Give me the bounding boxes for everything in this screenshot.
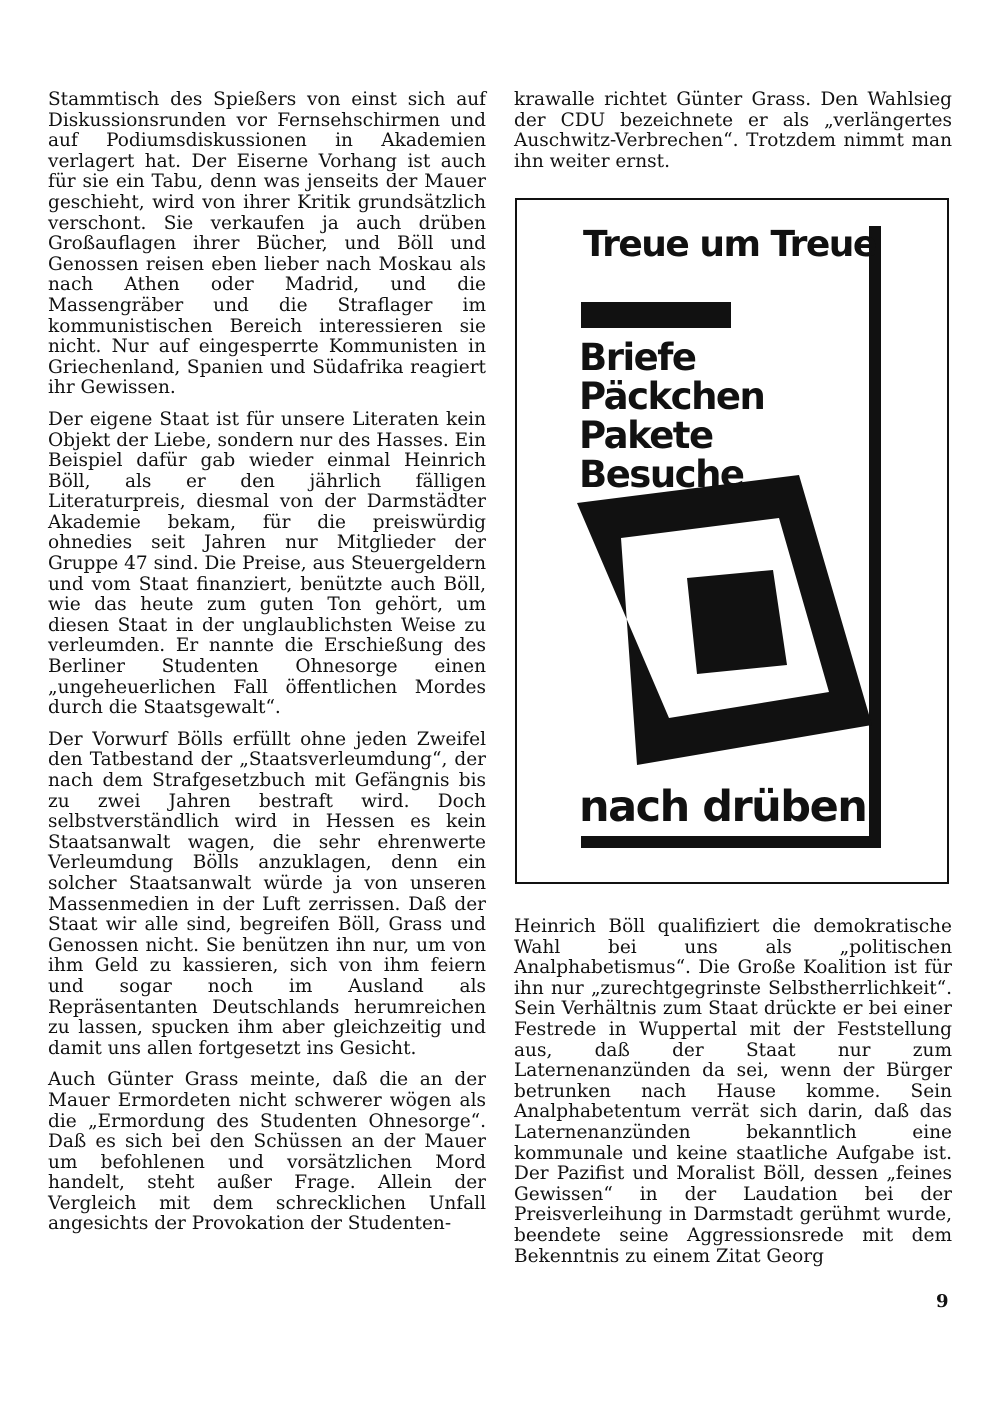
left-text-column	[48, 90, 486, 1246]
ad-vertical-bar	[869, 226, 881, 848]
paragraph: Der Vorwurf Bölls erfüllt ohne jeden Zweifel den Tatbestand der „Staatsverleumdung“, der nach dem Strafgesetzbuch mit Gefängnis bis zu zwei Jahren bestraft wird. Doch selbstverständlich wird in Hessen es kein Staatsanwalt wagen, die sehr ehrenwerte Verleumdung Bölls anzuklagen, denn ein solcher Staatsanwalt würde ja von unseren Massenmedien in der Luft zerrissen. Daß der Staat wir alle sind, begreifen Böll, Grass und Genossen nicht. Sie benützen ihn nur, um von ihm Geld zu kassieren, sich von ihm feiern und sogar noch im Ausland als Repräsentanten Deutschlands herumreichen zu lassen, spucken ihm aber gleichzeitig und damit uns allen fortgesetzt ins Gesicht.	[48, 728, 486, 1059]
ad-item: Besuche	[579, 453, 744, 496]
paragraph: Heinrich Böll qualifiziert die demokratische Wahl bei uns als „politischen Analphabetismus“. Die Große Koalition ist für ihn nur „zurechtgegrinste Selbstherrlichkeit“. Sein Verhältnis zum Staat drückte er bei einer Festrede in Wuppertal mit der Feststellung aus, daß der Staat nur zum Laternenanzünden da sei, wenn der Bürger betrunken nach Hause komme. Sein Analphabetentum verrät sich darin, daß das Laternenanzünden bekanntlich eine kommunale und keine staatliche Aufgabe ist. Der Pazifist und Moralist Böll, dessen „feines Gewissen“ in der Laudation bei der Preisverleihung in Darmstadt gerühmt wurde, beendete seine Aggressionsrede mit dem Bekenntnis zu einem Zitat Georg	[514, 916, 952, 1267]
ad-item-list	[579, 338, 764, 494]
paragraph: Der eigene Staat ist für unsere Literaten kein Objekt der Liebe, sondern nur des Hasses. Ein Beispiel dafür gab wieder einmal Heinrich Böll, als er den jährlich fälligen Literaturpreis, diesmal von der Darmstädter Akademie bekam, für die preiswürdig ohnedies seit Jahren nur Mitglieder der Gruppe 47 sind. Die Preise, aus Steuergeldern und vom Staat finanziert, benützte auch Böll, wie das heute zum guten Ton gehört, um diesen Staat in der unglaublichsten Weise zu verleumden. Er nannte die Erschießung des Berliner Studenten Ohnesorge einen „ungeheuerlichen Fall öffentlichen Mordes durch die Staatsgewalt“.	[48, 408, 486, 719]
right-text-column-bottom	[514, 917, 952, 1278]
paragraph: Stammtisch des Spießers von einst sich auf Diskussionsrunden vor Fernsehschirmen und auf Podiumsdiskussionen in Akademien verlagert hat. Der Eiserne Vorhang ist auch für sie ein Tabu, denn was jenseits der Mauer geschieht, wird von ihrer Kritik grundsätzlich verschont. Sie verkaufen ja auch drüben Großauflagen ihrer Bücher, und Böll und Genossen reisen eben lieber nach Moskau als nach Athen oder Madrid, und die Massengräber und die Straflager im kommunistischen Bereich interessieren sie nicht. Nur auf eingesperrte Kommunisten in Griechenland, Spanien und Südafrika reagiert ihr Gewissen.	[48, 89, 486, 399]
paragraph: Auch Günter Grass meinte, daß die an der Mauer Ermordeten nicht schwerer wögen als die „Ermordung des Studenten Ohnesorge“. Daß es sich bei den Schüssen an der Mauer um befohlenen und vorsätzlichen Mord handelt, steht außer Frage. Allein der Vergleich mit dem schrecklichen Unfall angesichts der Provokation der Studenten-	[48, 1069, 486, 1235]
ad-title: Treue um Treue	[583, 224, 876, 265]
advertisement-graphic	[517, 200, 947, 882]
ad-footer: nach drüben	[579, 782, 867, 832]
ad-item: Päckchen	[579, 375, 765, 418]
ad-bottom-bar	[581, 836, 881, 848]
page-number: 9	[936, 1291, 949, 1312]
advertisement-box	[515, 198, 949, 884]
right-text-column-top	[514, 90, 952, 183]
ad-inner-square	[687, 570, 787, 674]
ad-item: Pakete	[579, 414, 713, 457]
paragraph: krawalle richtet Günter Grass. Den Wahlsieg der CDU bezeichnete er als „verlängertes Auschwitz-Verbrechen“. Trotzdem nimmt man ihn weiter ernst.	[514, 89, 952, 172]
ad-separator-bar	[581, 302, 731, 328]
ad-item: Briefe	[579, 336, 696, 379]
